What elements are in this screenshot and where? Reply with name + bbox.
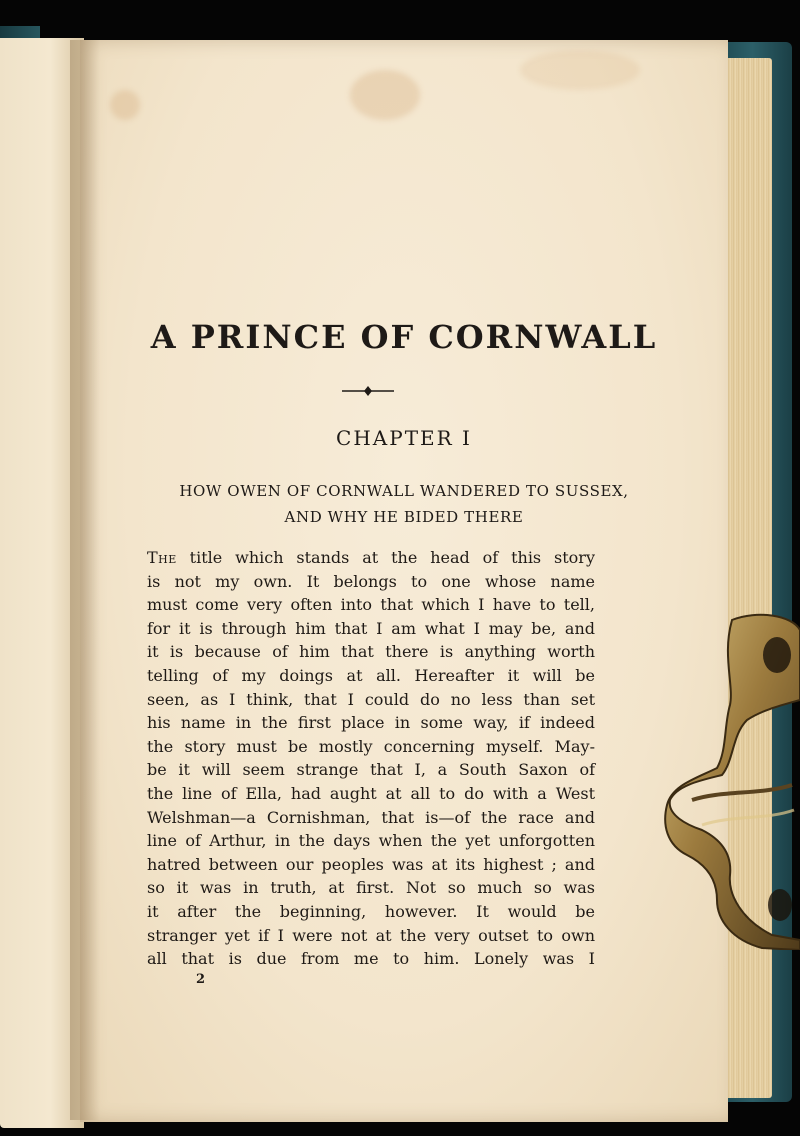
foxing-stain <box>520 50 640 90</box>
body-line: be it will seem strange that I, a South Saxon of <box>147 760 595 780</box>
body-line <box>147 546 595 570</box>
body-line: the line of Ella, had aught at all to do with a West <box>147 783 595 803</box>
body-text <box>147 546 595 971</box>
page-number: 2 <box>196 972 206 987</box>
brass-clasp <box>662 610 800 950</box>
body-line: is not my own. It belongs to one whose name <box>147 571 595 591</box>
body-line: the story must be mostly concerning myself. May- <box>147 736 595 756</box>
body-line: for it is through him that I am what I may be, and <box>147 618 595 638</box>
body-line: must come very often into that which I have to tell, <box>147 595 595 615</box>
subtitle-line: AND WHY HE BIDED THERE <box>284 508 524 526</box>
title-ornament <box>340 384 396 398</box>
body-line: telling of my doings at all. Hereafter it will be <box>147 665 595 685</box>
body-line: hatred between our peoples was at its highest ; and <box>147 854 595 874</box>
chapter-subtitle <box>140 478 668 530</box>
body-line: seen, as I think, that I could do no less than set <box>147 689 595 709</box>
subtitle-line: HOW OWEN OF CORNWALL WANDERED TO SUSSEX, <box>179 482 629 500</box>
body-line: stranger yet if I were not at the very outset to own <box>147 925 595 945</box>
foxing-stain <box>350 70 420 120</box>
body-line: Welshman—a Cornishman, that is—of the race and <box>147 807 595 827</box>
body-lead-word: The <box>147 548 177 567</box>
body-line: line of Arthur, in the days when the yet unforgotten <box>147 831 595 851</box>
body-line: it is because of him that there is anything worth <box>147 642 595 662</box>
body-line: all that is due from me to him. Lonely was I <box>147 949 595 969</box>
page-gutter-shadow <box>70 40 100 1120</box>
body-line: his name in the first place in some way, if indeed <box>147 713 595 733</box>
foxing-stain <box>110 90 140 120</box>
body-line: so it was in truth, at first. Not so much so was <box>147 878 595 898</box>
body-line: it after the beginning, however. It would be <box>147 901 595 921</box>
chapter-heading: CHAPTER I <box>336 426 472 450</box>
body-line-rest: title which stands at the head of this story <box>176 548 595 567</box>
book-title: A PRINCE OF CORNWALL <box>150 318 658 356</box>
